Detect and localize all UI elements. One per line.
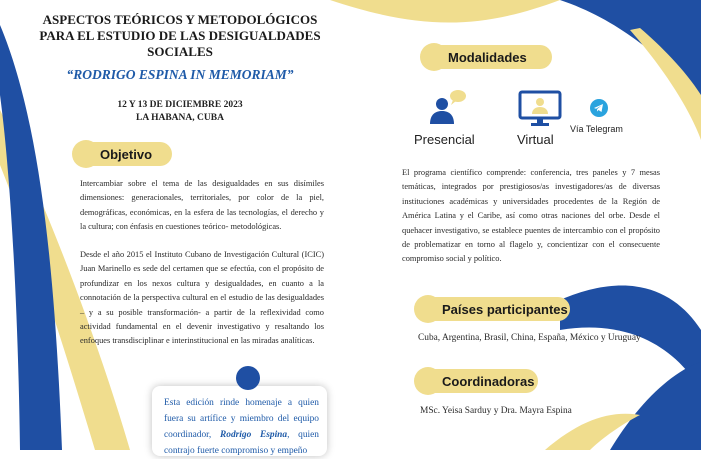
homenaje-text-after: , quien contrajo fuerte compromiso y empeño [164, 430, 319, 456]
telegram-label: Vía Telegram [570, 124, 623, 134]
presencial-label: Presencial [414, 132, 475, 147]
event-dates: 12 Y 13 DE DICIEMBRE 2023 [117, 100, 243, 110]
paises-list: Cuba, Argentina, Brasil, China, España, México y Uruguay [418, 333, 641, 343]
homenaje-text-before: Esta edición rinde homenaje a quien fuera su artífice y miembro del equipo coordinador, [164, 398, 319, 440]
event-place: LA HABANA, CUBA [136, 113, 224, 123]
programa-paragraph: El programa científico comprende: conferencia, tres paneles y 7 mesas temáticas, integrados por prestigiosos/as investigadores/as de diversas instituciones académicas y universidades procedentes de la Región de América Latina y el Caribe, así como otras naciones del orbe. Desde el quehacer investigativo, se establece puentes de intercambio con el propósito de problematizar en torno al flagelo y, concientizar con el consecuente compromiso social y político. [402, 168, 660, 264]
header [30, 12, 330, 125]
virtual-label: Virtual [517, 132, 554, 147]
homenaje-name: Rodrigo Espina [220, 430, 288, 440]
objetivo-heading: Objetivo [76, 142, 172, 166]
event-title: ASPECTOS TEÓRICOS Y METODOLÓGICOS PARA EL ESTUDIO DE LAS DESIGUALDADES SOCIALES [39, 12, 321, 59]
icic-paragraph: Desde el año 2015 el Instituto Cubano de Investigación Cultural (ICIC) Juan Marinello es sede del certamen que se efectúa, con el propósito de profundizar en los nexos cultura y desigualdades, en cuanto a la connotación de la perspectiva cultural en el estudio de las desigualdades – y a su posible transformación- a partir de la reflexividad como actividad fundamental en el devenir investigativo y resaltando los enfoques transdisciplinar e interinstitucional en las miradas analíticas. [80, 250, 324, 346]
objetivo-paragraph: Intercambiar sobre el tema de las desigualdades en sus disímiles dimensiones: generacionales, territoriales, por color de la piel, demográficas, económicas, en la esfera de las tecnologías, el derecho y la cultura; con énfasis en cuestiones teórico- metodológicas. [80, 179, 324, 232]
person-speech-icon [426, 86, 470, 126]
card-dot [236, 366, 260, 390]
paises-heading: Países participantes [418, 297, 570, 321]
top-yellow-swoosh [330, 0, 560, 23]
telegram-icon [590, 99, 608, 117]
coordinadoras-heading: Coordinadoras [418, 369, 538, 393]
modalidades-heading: Modalidades [424, 45, 552, 69]
monitor-icon [518, 90, 562, 128]
event-subtitle: “RODRIGO ESPINA IN MEMORIAM” [66, 67, 294, 82]
homenaje-card [152, 386, 327, 456]
coordinadoras-names: MSc. Yeisa Sarduy y Dra. Mayra Espina [420, 406, 572, 416]
